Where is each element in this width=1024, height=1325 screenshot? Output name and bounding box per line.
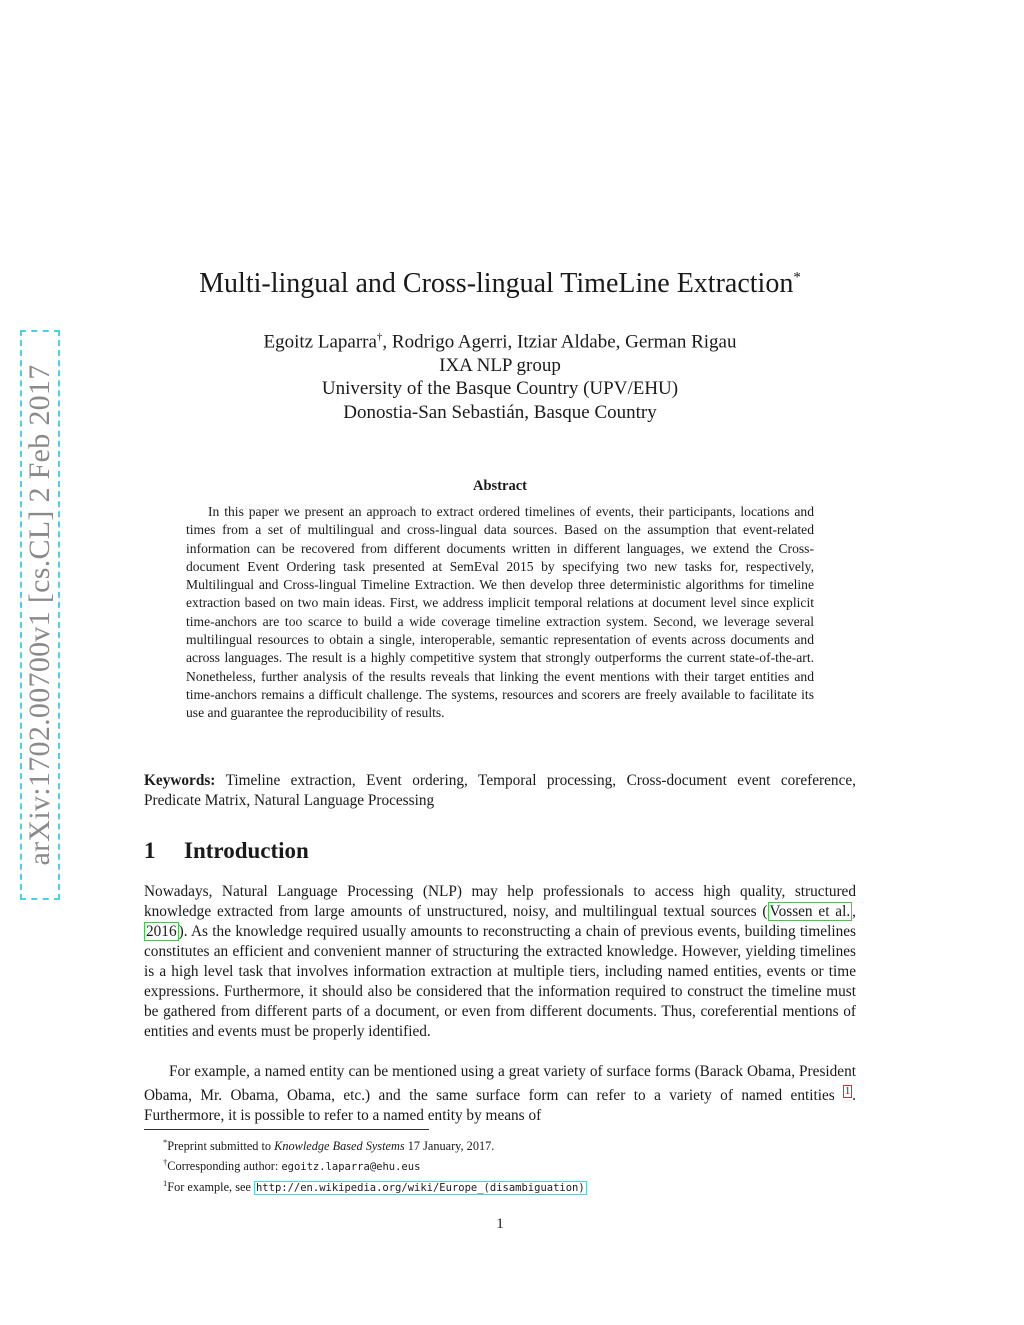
footnotes [163, 1134, 587, 1196]
first-author: Egoitz Laparra [263, 331, 377, 353]
citation-link-author[interactable]: Vossen et al. [769, 903, 851, 920]
footnote-2-text: Corresponding author: [167, 1159, 282, 1174]
page-number: 1 [496, 1216, 504, 1232]
footnote-corresponding [163, 1154, 587, 1175]
footnote-preprint [163, 1134, 587, 1154]
footnote-mark-3: 1 [163, 1178, 168, 1189]
paper-title [0, 268, 1000, 300]
affiliation-group: IXA NLP group [439, 354, 561, 376]
corresponding-mark: † [376, 331, 383, 343]
abstract-heading: Abstract [473, 478, 527, 494]
keywords-label: Keywords: [144, 772, 216, 789]
citation-separator: , [852, 903, 856, 920]
url-link[interactable]: http://en.wikipedia.org/wiki/Europe_(disambiguation) [255, 1182, 585, 1195]
title-footnote-mark: * [793, 269, 801, 286]
footnote-1-text: Preprint submitted to [167, 1139, 275, 1154]
footnote-1-date: 17 January, 2017. [404, 1139, 495, 1154]
email-link[interactable]: egoitz.laparra@ehu.eus [281, 1161, 421, 1174]
intro-p1-text-before: Nowadays, Natural Language Processing (NLP) may help professionals to access high quality, structured knowledge extracted from large amounts of unstructured, noisy, and multilingual textual sources ( [144, 883, 856, 920]
author-block [0, 326, 1000, 424]
footnote-3-text: For example, see [167, 1180, 254, 1195]
title-text: Multi-lingual and Cross-lingual TimeLine Extraction [199, 268, 794, 299]
arxiv-id[interactable]: arXiv:1702.00700v1 [cs.CL] 2 Feb 2017 [23, 364, 56, 866]
affiliation-location: Donostia-San Sebastián, Basque Country [343, 401, 657, 423]
footnote-divider [144, 1129, 429, 1130]
abstract-text: In this paper we present an approach to extract ordered timelines of events, their participants, locations and times from a set of multilingual and cross-lingual data sources. Based on the assumption that event-related information can be recovered from different documents written in different languages, we extend the Cross-document Event Ordering task presented at SemEval 2015 by specifying two new tasks for, respectively, Multilingual and Cross-lingual Timeline Extraction. We then develop three deterministic algorithms for timeline extraction based on two main ideas. First, we address implicit temporal relations at document level since explicit time-anchors are too scarce to build a wide coverage timeline extraction system. Second, we leverage several multilingual resources to obtain a single, interoperable, semantic representation of events across documents and across languages. The result is a highly competitive system that strongly outperforms the current state-of-the-art. Nonetheless, further analysis of the results reveals that linking the event mentions with their target entities and time-anchors remains a difficult challenge. The systems, resources and scorers are freely available to facilitate its use and guarantee the reproducibility of results. [186, 504, 814, 721]
section-number: 1 [144, 838, 156, 863]
intro-p2-text-before: For example, a named entity can be mentioned using a great variety of surface forms (Barack Obama, President Obama, Mr. Obama, Obama, etc.) and the same surface form can refer to a variety of named entities [144, 1063, 856, 1105]
footnote-mark-1: * [163, 1137, 168, 1147]
section-title: Introduction [184, 838, 309, 863]
footnote-link[interactable]: 1 [845, 1086, 851, 1097]
intro-p1-text-after: ). As the knowledge required usually amounts to reconstructing a chain of previous events, building timelines constitutes an efficient and convenient manner of structuring the extracted knowledge. However, yielding timelines is a high level task that involves information extraction at multiple tiers, including named entities, events or time expressions. Furthermore, it should also be considered that the information required to construct the timeline must be gathered from different parts of a document, or even from different documents. Thus, coreferential mentions of entities and events must be properly identified. [144, 923, 856, 1040]
other-authors: , Rodrigo Agerri, Itziar Aldabe, German Rigau [382, 331, 737, 353]
keywords [144, 771, 856, 811]
keywords-text: Timeline extraction, Event ordering, Temporal processing, Cross-document event coreference, Predicate Matrix, Natural Language Processing [144, 772, 856, 809]
author-line [0, 326, 1000, 354]
citation-link-year[interactable]: 2016 [146, 923, 177, 940]
intro-paragraph-1 [144, 882, 856, 1042]
footnote-1-journal: Knowledge Based Systems [274, 1139, 405, 1154]
intro-p2-text-after: . Furthermore, it is possible to refer to a named entity by means of [144, 1087, 856, 1125]
section-heading [144, 838, 309, 864]
footnote-mark-2: † [163, 1157, 168, 1168]
footnote-example [163, 1175, 587, 1196]
intro-paragraph-2 [144, 1062, 856, 1126]
affiliation-university: University of the Basque Country (UPV/EHU) [321, 378, 679, 400]
